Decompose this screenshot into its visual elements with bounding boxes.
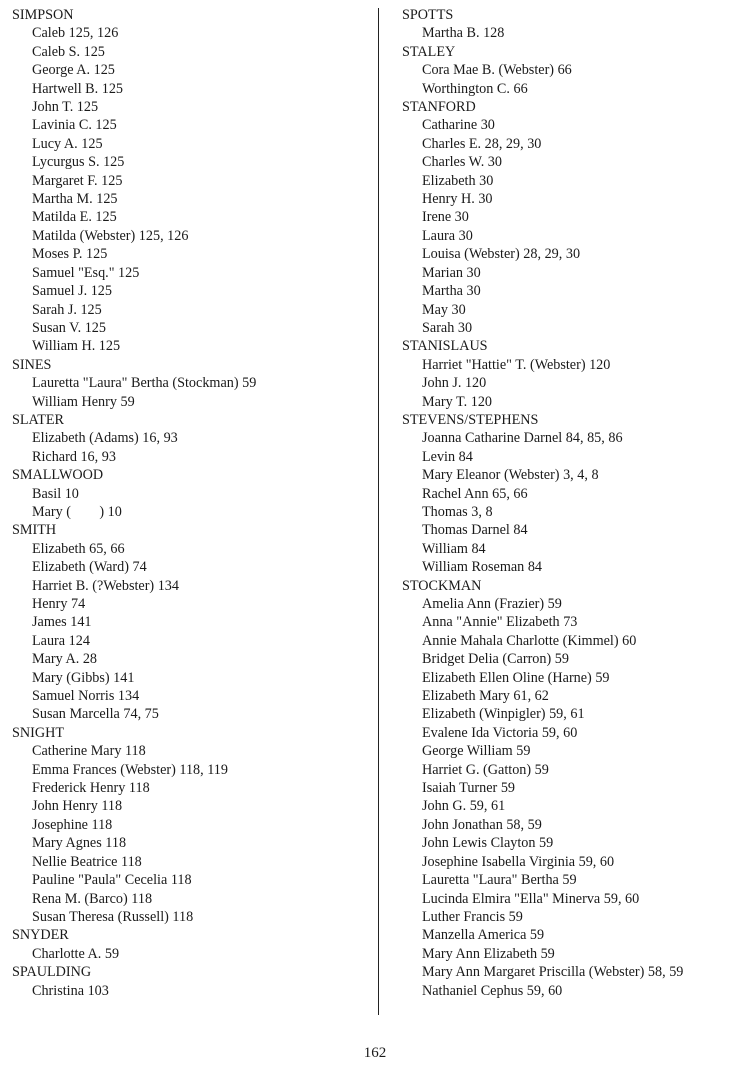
index-entry: Basil 10: [32, 485, 79, 502]
index-entry: Elizabeth Ellen Oline (Harne) 59: [422, 669, 610, 686]
index-entry: Elizabeth (Adams) 16, 93: [32, 430, 178, 447]
surname-heading: SNYDER: [12, 927, 69, 944]
index-entry: Mary T. 120: [422, 393, 493, 410]
index-entry: Luther Francis 59: [422, 908, 523, 925]
index-entry: Lycurgus S. 125: [32, 154, 125, 171]
index-entry: Catharine 30: [422, 117, 495, 134]
index-entry: Louisa (Webster) 28, 29, 30: [422, 246, 581, 263]
index-column-left: [12, 6, 367, 1000]
index-entry: Lauretta "Laura" Bertha (Stockman) 59: [32, 375, 257, 392]
index-entry: Joanna Catharine Darnel 84, 85, 86: [422, 430, 623, 447]
column-divider: [378, 8, 379, 1015]
surname-heading: STALEY: [402, 43, 456, 60]
index-entry: William H. 125: [32, 338, 121, 355]
index-entry: Thomas Darnel 84: [422, 522, 528, 539]
index-entry: William 84: [422, 540, 486, 557]
index-entry: Nellie Beatrice 118: [32, 853, 142, 870]
index-entry: Laura 124: [32, 632, 90, 649]
index-entry: Elizabeth (Ward) 74: [32, 559, 147, 576]
index-entry: Samuel Norris 134: [32, 688, 140, 705]
surname-heading: SMALLWOOD: [12, 467, 104, 484]
index-entry: John T. 125: [32, 99, 99, 116]
index-entry: Charlotte A. 59: [32, 945, 120, 962]
index-entry: John G. 59, 61: [422, 798, 506, 815]
index-entry: Marian 30: [422, 264, 481, 281]
index-entry: Thomas 3, 8: [422, 503, 493, 520]
index-entry: Charles W. 30: [422, 154, 502, 171]
index-entry: Elizabeth (Winpigler) 59, 61: [422, 706, 585, 723]
index-entry: Richard 16, 93: [32, 448, 116, 465]
index-entry: Mary A. 28: [32, 651, 98, 668]
surname-heading: SINES: [12, 356, 52, 373]
index-entry: Emma Frances (Webster) 118, 119: [32, 761, 228, 778]
index-entry: Martha 30: [422, 283, 481, 300]
index-entry: George William 59: [422, 743, 531, 760]
index-entry: Anna "Annie" Elizabeth 73: [422, 614, 578, 631]
index-entry: Charles E. 28, 29, 30: [422, 135, 542, 152]
surname-heading: STANFORD: [402, 99, 476, 116]
index-entry: Margaret F. 125: [32, 172, 123, 189]
index-entry: Elizabeth 30: [422, 172, 494, 189]
surname-heading: STANISLAUS: [402, 338, 488, 355]
index-entry: Harriet "Hattie" T. (Webster) 120: [422, 356, 611, 373]
index-entry: Rena M. (Barco) 118: [32, 890, 153, 907]
index-entry: Mary Agnes 118: [32, 835, 127, 852]
index-entry: Henry H. 30: [422, 191, 493, 208]
index-entry: Caleb S. 125: [32, 43, 105, 60]
index-entry: Levin 84: [422, 448, 473, 465]
index-entry: Sarah J. 125: [32, 301, 102, 318]
index-entry: Amelia Ann (Frazier) 59: [422, 596, 562, 612]
index-entry: Mary Eleanor (Webster) 3, 4, 8: [422, 467, 599, 484]
index-entry: Matilda (Webster) 125, 126: [32, 227, 189, 244]
index-entry: William Henry 59: [32, 393, 135, 410]
index-entry: Laura 30: [422, 227, 473, 244]
index-entry: Moses P. 125: [32, 246, 108, 263]
index-entry: James 141: [32, 614, 92, 631]
index-entry: Mary Ann Margaret Priscilla (Webster) 58, 59: [422, 964, 684, 981]
index-entry: Lucy A. 125: [32, 135, 103, 152]
surname-heading: SPAULDING: [12, 964, 92, 981]
index-entry: John Lewis Clayton 59: [422, 835, 554, 852]
index-entry: Frederick Henry 118: [32, 780, 150, 797]
index-entry: Elizabeth 65, 66: [32, 540, 125, 557]
index-entry: Mary ( ) 10: [32, 503, 122, 520]
index-entry: Annie Mahala Charlotte (Kimmel) 60: [422, 632, 637, 649]
index-entry: Worthington C. 66: [422, 80, 528, 97]
index-entry: John J. 120: [422, 375, 487, 392]
index-entry: Josephine Isabella Virginia 59, 60: [422, 853, 615, 870]
index-entry: Martha B. 128: [422, 25, 505, 42]
surname-heading: STEVENS/STEPHENS: [402, 411, 539, 428]
index-entry: Harriet G. (Gatton) 59: [422, 761, 549, 778]
index-entry: Josephine 118: [32, 816, 113, 833]
index-entry: Lucinda Elmira "Ella" Minerva 59, 60: [422, 890, 640, 907]
surname-heading: SNIGHT: [12, 724, 65, 741]
index-entry: Sarah 30: [422, 319, 473, 336]
index-entry: Elizabeth Mary 61, 62: [422, 688, 549, 705]
index-entry: Isaiah Turner 59: [422, 780, 516, 797]
index-entry: William Roseman 84: [422, 559, 543, 576]
index-entry: May 30: [422, 301, 466, 318]
index-entry: Henry 74: [32, 596, 86, 612]
index-entry: Matilda E. 125: [32, 209, 117, 226]
index-entry: Harriet B. (?Webster) 134: [32, 577, 179, 594]
index-entry: John Jonathan 58, 59: [422, 816, 542, 833]
index-entry: Catherine Mary 118: [32, 743, 146, 760]
page-number: 162: [363, 1045, 387, 1061]
index-entry: Rachel Ann 65, 66: [422, 485, 528, 502]
index-entry: Samuel "Esq." 125: [32, 264, 140, 281]
index-entry: Susan V. 125: [32, 319, 106, 336]
index-entry: Pauline "Paula" Cecelia 118: [32, 872, 192, 889]
index-entry: Bridget Delia (Carron) 59: [422, 651, 569, 668]
index-entry: Lavinia C. 125: [32, 117, 117, 134]
index-entry: Susan Theresa (Russell) 118: [32, 908, 194, 925]
surname-heading: STOCKMAN: [402, 577, 482, 594]
index-entry: Lauretta "Laura" Bertha 59: [422, 872, 577, 889]
index-entry: Irene 30: [422, 209, 469, 226]
surname-heading: SMITH: [12, 522, 57, 539]
index-entry: Martha M. 125: [32, 191, 118, 208]
index-entry: Cora Mae B. (Webster) 66: [422, 62, 572, 79]
index-entry: Mary Ann Elizabeth 59: [422, 945, 555, 962]
index-entry: Evalene Ida Victoria 59, 60: [422, 724, 578, 741]
index-entry: Mary (Gibbs) 141: [32, 669, 135, 686]
surname-heading: SIMPSON: [12, 7, 74, 23]
index-entry: Christina 103: [32, 982, 109, 999]
index-entry: Caleb 125, 126: [32, 25, 119, 42]
index-entry: Hartwell B. 125: [32, 80, 124, 97]
index-entry: Manzella America 59: [422, 927, 545, 944]
index-entry: George A. 125: [32, 62, 115, 79]
index-entry: Samuel J. 125: [32, 283, 112, 300]
index-entry: John Henry 118: [32, 798, 123, 815]
index-entry: Nathaniel Cephus 59, 60: [422, 982, 563, 999]
surname-heading: SLATER: [12, 411, 65, 428]
index-column-right: [402, 6, 747, 1000]
surname-heading: SPOTTS: [402, 7, 454, 23]
index-entry: Susan Marcella 74, 75: [32, 706, 159, 723]
